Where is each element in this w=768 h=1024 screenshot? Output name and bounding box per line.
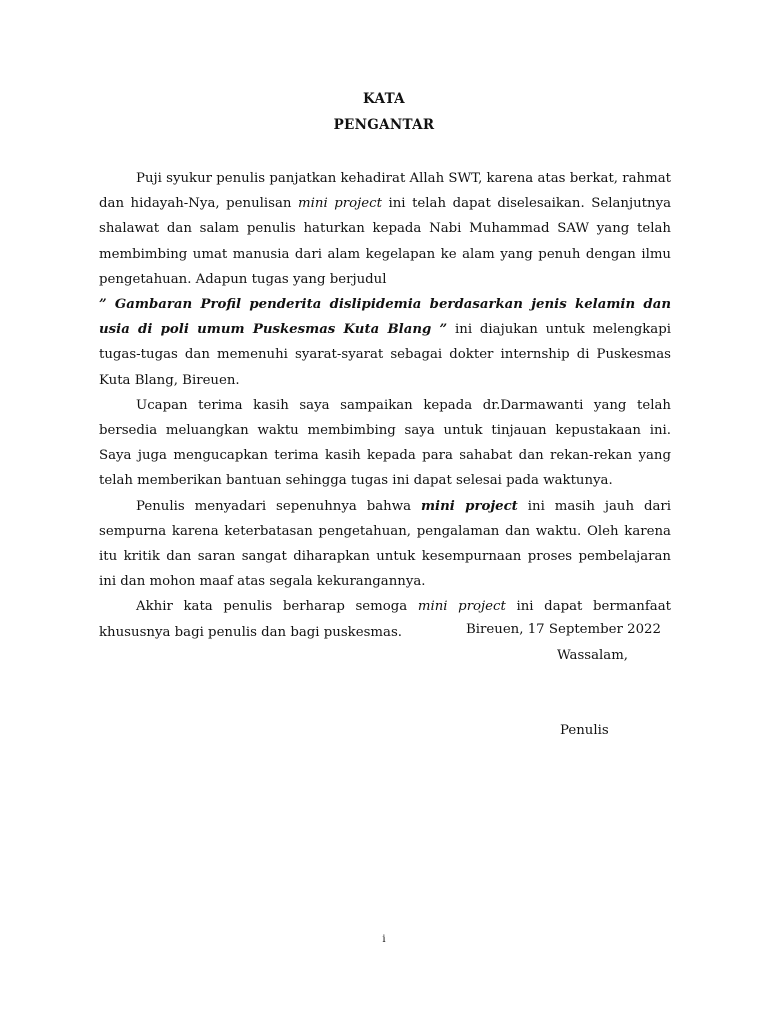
project-title: ” Gambaran Profil penderita dislipidemia berdasarkan jenis kelamin dan usia di poli umum Puskesmas Kuta Blang ” xyxy=(99,297,671,338)
mini-project-term-bold: mini project xyxy=(420,498,518,514)
greeting: Wassalam, xyxy=(557,648,629,663)
paragraph-title xyxy=(99,292,671,393)
paragraph-apology xyxy=(99,494,671,595)
heading-line-2: PENGANTAR xyxy=(333,117,435,133)
foreword-body xyxy=(99,166,671,645)
paragraph-opening-text-2: ini telah dapat diselesaikan. Selanjutnya shalawat dan salam penulis haturkan kepada Nabi Muhammad SAW yang telah membimbing umat manusia dari alam kegelapan ke alam yang penuh dengan ilmu pengetahuan. Adapun tugas yang berjudul xyxy=(99,196,672,287)
paragraph-apology-text-1: Penulis menyadari sepenuhnya bahwa xyxy=(136,498,421,514)
paragraph-closing xyxy=(99,594,671,644)
heading-line-1: KATA xyxy=(363,91,405,107)
paragraph-closing-text-1: Akhir kata penulis berharap semoga xyxy=(136,599,418,615)
mini-project-term-italic: mini project xyxy=(417,599,506,615)
paragraph-thanks xyxy=(99,393,671,494)
paragraph-opening-text-1: Puji syukur penulis panjatkan kehadirat Allah SWT, karena atas berkat, rahmat dan hidayah-Nya, penulisan xyxy=(99,171,671,212)
signature: Penulis xyxy=(560,723,609,738)
page-number: i xyxy=(382,934,386,945)
paragraph-thanks-text: Ucapan terima kasih saya sampaikan kepada dr.Darmawanti yang telah bersedia meluangkan waktu membimbing saya untuk tinjauan kepustakaan ini. Saya juga mengucapkan terima kasih kepada para sahabat dan rekan-rekan yang telah memberikan bantuan sehingga tugas ini dapat selesai pada waktunya. xyxy=(99,397,671,489)
place-date: Bireuen, 17 September 2022 xyxy=(466,622,661,637)
paragraph-title-text: ini diajukan untuk melengkapi tugas-tugas dan memenuhi syarat-syarat sebagai dokter internship di Puskesmas Kuta Blang, Bireuen. xyxy=(99,322,671,388)
paragraph-opening xyxy=(99,166,671,292)
paragraph-apology-text-2: ini masih jauh dari sempurna karena keterbatasan pengetahuan, pengalaman dan waktu. Oleh karena itu kritik dan saran sangat diharapkan untuk kesempurnaan proses pembelajaran ini dan mohon maaf atas segala kekurangannya. xyxy=(99,498,671,590)
paragraph-closing-text-2: ini dapat bermanfaat khususnya bagi penulis dan bagi puskesmas. xyxy=(99,599,671,640)
mini-project-term: mini project xyxy=(298,196,382,212)
